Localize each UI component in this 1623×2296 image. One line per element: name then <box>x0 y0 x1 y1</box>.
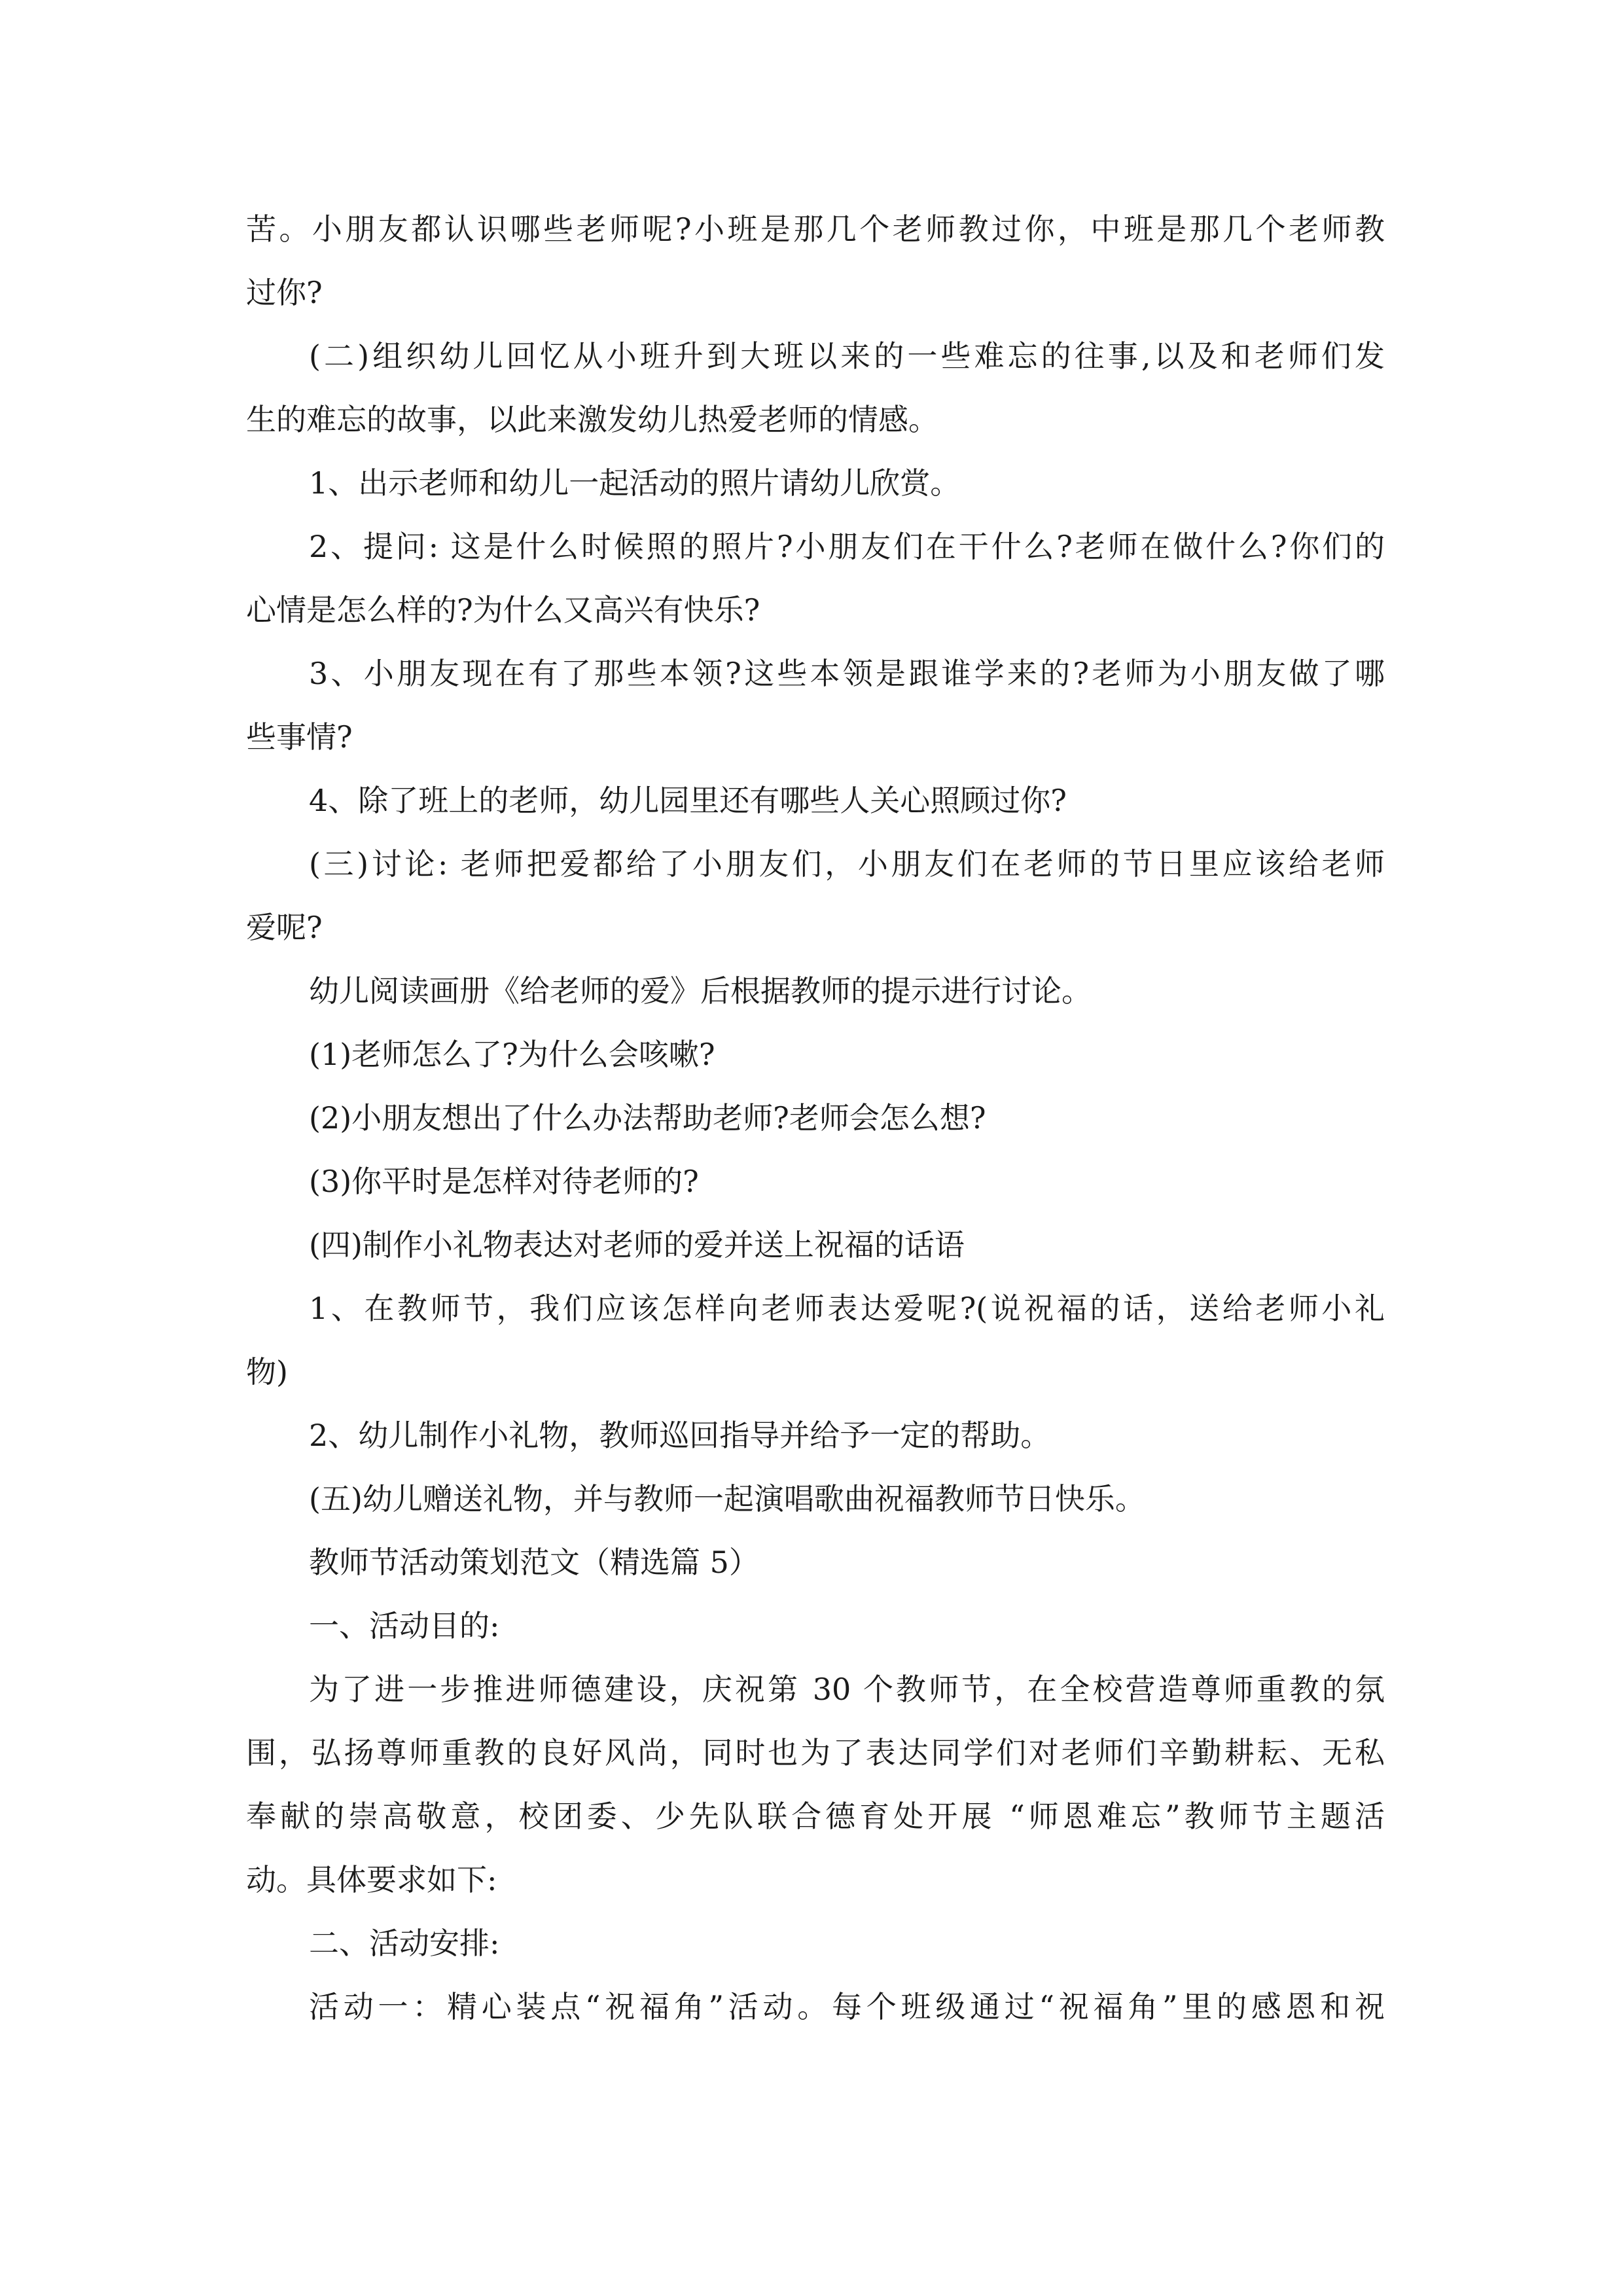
section-heading: 教师节活动策划范文（精选篇 5） <box>309 1545 759 1580</box>
paragraph-line: 为了进一步推进师德建设，庆祝第 30 个教师节，在全校营造尊师重教的氛 <box>309 1672 1385 1707</box>
paragraph-line: 奉献的崇高敬意，校团委、少先队联合德育处开展 “师恩难忘”教师节主题活 <box>246 1799 1385 1834</box>
paragraph-line: 动。具体要求如下: <box>246 1862 497 1897</box>
paragraph-line: 过你? <box>246 275 323 310</box>
paragraph-line: 一、活动目的: <box>309 1608 500 1643</box>
paragraph-line: 心情是怎么样的?为什么又高兴有快乐? <box>246 592 760 628</box>
paragraph-line: 围，弘扬尊师重教的良好风尚，同时也为了表达同学们对老师们辛勤耕耘、无私 <box>246 1735 1385 1770</box>
paragraph-line: (3)你平时是怎样对待老师的? <box>309 1164 699 1199</box>
paragraph-line: 活动一：精心装点“祝福角”活动。每个班级通过“祝福角”里的感恩和祝 <box>309 1989 1385 2024</box>
paragraph-line: (三)讨论: 老师把爱都给了小朋友们，小朋友们在老师的节日里应该给老师 <box>309 846 1385 882</box>
paragraph-line: 幼儿阅读画册《给老师的爱》后根据教师的提示进行讨论。 <box>309 973 1092 1009</box>
paragraph-line: 1、在教师节，我们应该怎样向老师表达爱呢?(说祝福的话，送给老师小礼 <box>309 1291 1385 1326</box>
paragraph-line: 1、出示老师和幼儿一起活动的照片请幼儿欣赏。 <box>309 465 961 501</box>
paragraph-line: (四)制作小礼物表达对老师的爱并送上祝福的话语 <box>309 1227 965 1263</box>
paragraph-line: 2、提问: 这是什么时候照的照片?小朋友们在干什么?老师在做什么?你们的 <box>309 529 1385 564</box>
paragraph-line: (二)组织幼儿回忆从小班升到大班以来的一些难忘的往事,以及和老师们发 <box>309 338 1385 374</box>
paragraph-line: (2)小朋友想出了什么办法帮助老师?老师会怎么想? <box>309 1100 986 1136</box>
paragraph-line: 生的难忘的故事，以此来激发幼儿热爱老师的情感。 <box>246 402 938 437</box>
paragraph-line: 4、除了班上的老师，幼儿园里还有哪些人关心照顾过你? <box>309 783 1067 818</box>
paragraph-line: 2、幼儿制作小礼物，教师巡回指导并给予一定的帮助。 <box>309 1418 1051 1453</box>
paragraph-line: 3、小朋友现在有了那些本领?这些本领是跟谁学来的?老师为小朋友做了哪 <box>309 656 1385 691</box>
paragraph-line: (1)老师怎么了?为什么会咳嗽? <box>309 1037 715 1072</box>
paragraph-line: 苦。小朋友都认识哪些老师呢?小班是那几个老师教过你，中班是那几个老师教 <box>246 211 1385 247</box>
paragraph-line: 物) <box>246 1354 288 1390</box>
paragraph-line: (五)幼儿赠送礼物，并与教师一起演唱歌曲祝福教师节日快乐。 <box>309 1481 1145 1516</box>
paragraph-line: 二、活动安排: <box>309 1926 500 1961</box>
paragraph-line: 爱呢? <box>246 910 323 945</box>
paragraph-line: 些事情? <box>246 719 353 755</box>
